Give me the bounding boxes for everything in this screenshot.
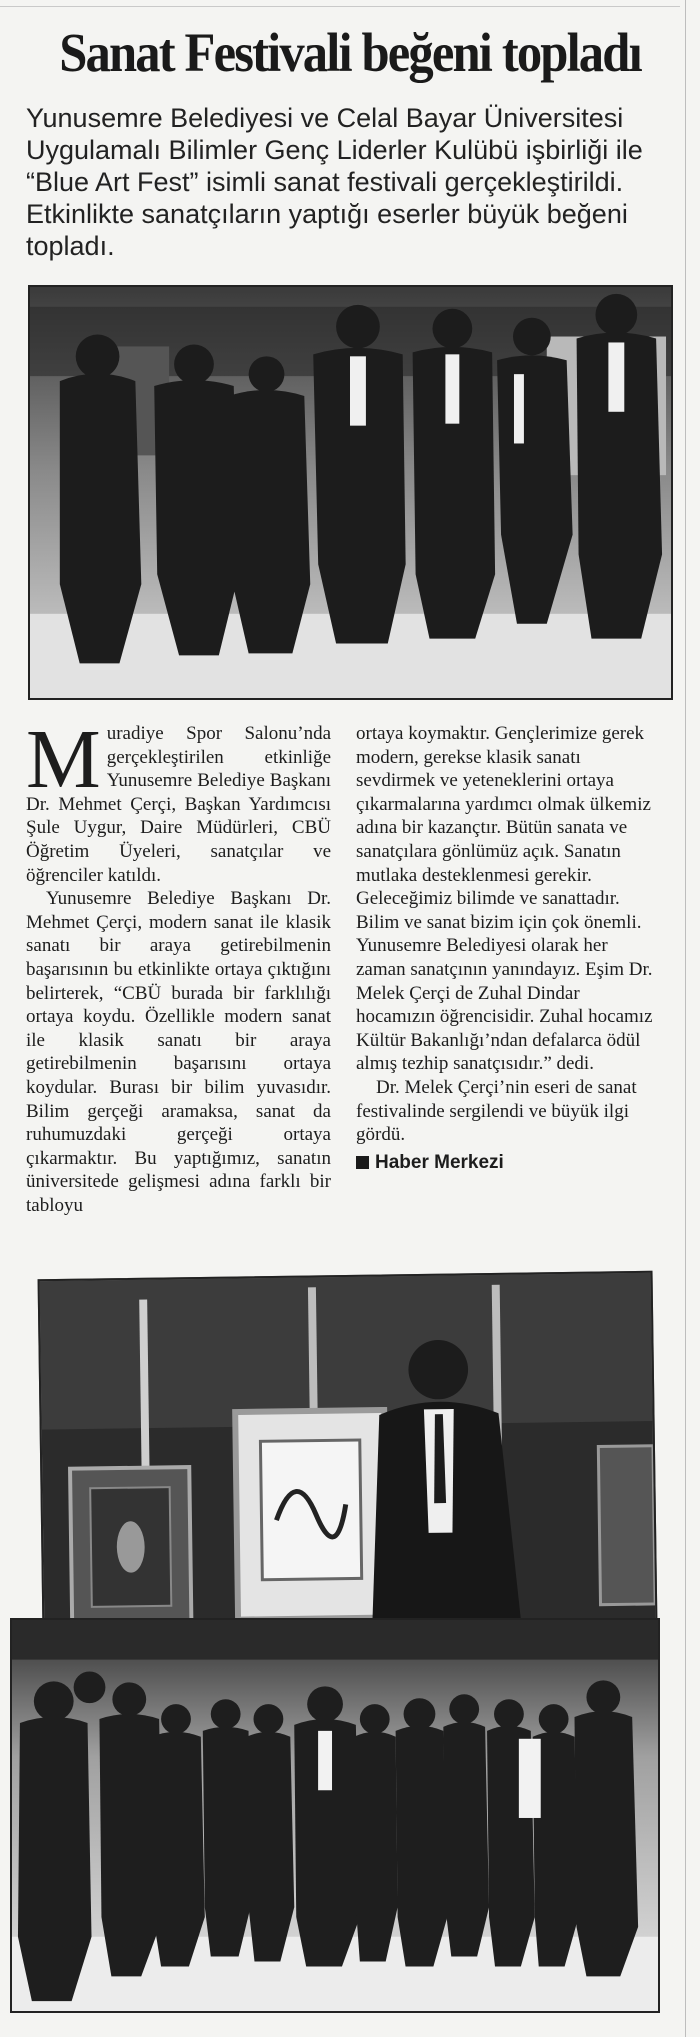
- artwork-photo: [38, 1271, 658, 1633]
- byline: [356, 1151, 661, 1175]
- byline-square-icon: [356, 1156, 369, 1169]
- column-rule: [685, 0, 686, 2037]
- artwork-photo-image: [40, 1273, 656, 1630]
- headline: Sanat Festivali beğeni topladı: [59, 22, 641, 83]
- group-photo-top: [28, 285, 673, 700]
- group-photo-top-image: [30, 287, 671, 698]
- body-paragraph: uradiye Spor Salonu’nda gerçekleştirilen etkinliğe Yunusemre Belediye Başkanı Dr. Mehmet Çerçi, Başkan Yardımcısı Şule Uygur, Daire Müdürleri, CBÜ Öğretim Üyeleri, sanatçılar ve öğrenciler katıldı.: [26, 723, 331, 886]
- article-body-right: [356, 722, 661, 1174]
- lead-paragraph: Yunusemre Belediyesi ve Celal Bayar Üniversitesi Uygulamalı Bilimler Genç Liderler Kulübü işbirliği ile “Blue Art Fest” isimli sanat festivali gerçekleştirildi. Etkinlikte sanatçıların yaptığı eserler büyük beğeni topladı.: [26, 103, 643, 261]
- body-paragraph: Dr. Melek Çerçi’nin eseri de sanat festivalinde sergilendi ve büyük ilgi gördü.: [356, 1076, 637, 1146]
- top-rule: [0, 6, 680, 7]
- body-paragraph: Yunusemre Belediye Başkanı Dr. Mehmet Çerçi, modern sanat ile klasik sanatı bir araya getirebilmenin başarısının bu etkinlikte ortaya çıktığını belirterek, “CBÜ burada bir farklılığı ortaya koydu. Özellikle modern sanat ile klasik sanatı bir araya getirebilmenin başarısını ortaya koydular. Burası bir bilim yuvasıdır. Bilim gerçeği aramaksa, sanat da ruhumuzdaki gerçeği ortaya çıkarmaktır. Bu yaptığımız, sanatın üniversitede gelişmesi adına farklı bir tabloyu: [26, 888, 331, 1216]
- group-photo-bottom: [10, 1618, 660, 2013]
- group-photo-bottom-image: [12, 1620, 658, 2011]
- drop-cap: M: [26, 713, 101, 806]
- byline-text: Haber Merkezi: [375, 1151, 504, 1173]
- article-body-left: [26, 713, 331, 1217]
- body-paragraph: ortaya koymaktır. Gençlerimize gerek modern, gerekse klasik sanatı sevdirmek ve yeteneklerini ortaya çıkarmalarına yardımcı olmak ülkemiz adına bir kazançtır. Bütün sanata ve sanatçılara gönlümüz açık. Sanatın mutlaka desteklenmesi gerekir. Geleceğimiz bilimde ve sanattadır. Bilim ve sanat bizim için çok önemli. Yunusemre Belediyesi olarak her zaman sanatçının yanındayız. Eşim Dr. Melek Çerçi de Zuhal Dindar hocamızın öğrencisidir. Zuhal hocamız Kültür Bakanlığı’ndan defalarca ödül almış tezhip sanatçısıdır.” dedi.: [356, 723, 653, 1075]
